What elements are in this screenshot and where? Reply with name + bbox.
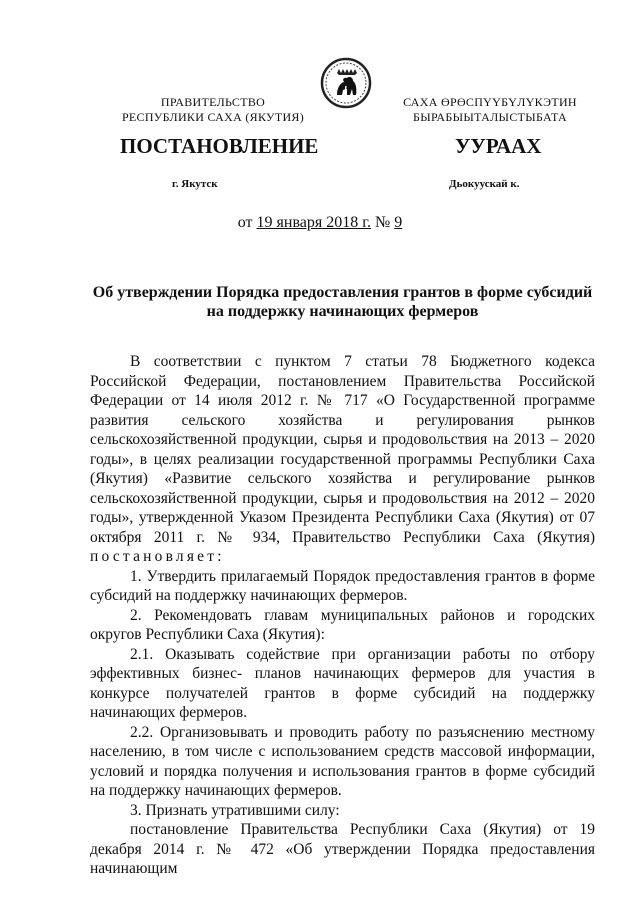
coat-of-arms-emblem	[320, 57, 372, 109]
preamble-text: В соответствии с пунктом 7 статьи 78 Бюджетного кодекса Российской Федерации, постановлением Правительства Российской Федерации от 14 июля 2012 г. № 717 «О Государственной программе развития сельского хозяйства и регулирования рынков сельскохозяйственной продукции, сырья и продовольствия на 2013 – 2020 годы», в целях реализации государственной программы Республики Саха (Якутия) «Развитие сельского хозяйства и регулирование рынков сельскохозяйственной продукции, сырья и продовольствия на 2012 – 2020 годы», утвержденной Указом Президента Республики Саха (Якутия) от 07 октября 2011 г. № 934, Правительство Республики Саха (Якутия)	[90, 353, 595, 546]
decree-number-prefix: №	[371, 214, 395, 231]
decree-date-number	[0, 214, 640, 232]
paragraph-item-2: 2. Рекомендовать главам муниципальных районов и городских округов Республики Саха (Якутия):	[90, 606, 595, 643]
government-name-sakha-line2: БЫРАБЫЫТАЛЫСТЫБАТА	[413, 110, 567, 124]
paragraph-repealed-decree: постановление Правительства Республики Саха (Якутия) от 19 декабря 2014 г. № 472 «Об утверждении Порядка предоставления начинающим	[90, 821, 595, 877]
document-title	[90, 283, 595, 321]
decree-date: 19 января 2018 г.	[256, 214, 371, 231]
paragraph-item-1: 1. Утвердить прилагаемый Порядок предоставления грантов в форме субсидий на поддержку начинающих фермеров.	[90, 567, 595, 604]
resolves-word: постановляет:	[90, 548, 225, 565]
document-title-line2: на поддержку начинающих фермеров	[206, 303, 479, 320]
government-name-sakha-line1: САХА ӨРӨСПҮҮБҮЛҮКЭТИН	[403, 95, 577, 109]
doc-type-sakha: УУРААХ	[455, 134, 542, 158]
doc-type-ru: ПОСТАНОВЛЕНИЕ	[120, 134, 319, 158]
city-ru: г. Якутск	[172, 178, 218, 190]
government-name-sakha	[390, 95, 590, 125]
government-name-ru	[118, 95, 308, 125]
paragraph-item-2-2: 2.2. Организовывать и проводить работу по разъяснению местному населению, в том числе с использованием средств массовой информации, условий и порядка получения и использования грантов в форме субсидий на поддержку начинающих фермеров.	[90, 723, 595, 799]
paragraph-item-3: 3. Признать утратившими силу:	[130, 801, 340, 819]
city-sakha: Дьокуускай к.	[449, 178, 520, 190]
government-name-ru-line1: ПРАВИТЕЛЬСТВО	[160, 95, 266, 109]
document-body	[90, 352, 595, 879]
paragraph-item-2-1: 2.1. Оказывать содействие при организации работы по отбору эффективных бизнес- планов начинающих фермеров для участия в конкурсе получателей грантов в форме субсидий на поддержку начинающих фермеров.	[90, 645, 595, 721]
government-name-ru-line2: РЕСПУБЛИКИ САХА (ЯКУТИЯ)	[121, 110, 305, 124]
decree-number: 9	[394, 214, 403, 231]
decree-prefix: от	[237, 214, 257, 231]
preamble-paragraph	[90, 352, 595, 567]
document-title-line1: Об утверждении Порядка предоставления грантов в форме субсидий	[92, 284, 593, 301]
